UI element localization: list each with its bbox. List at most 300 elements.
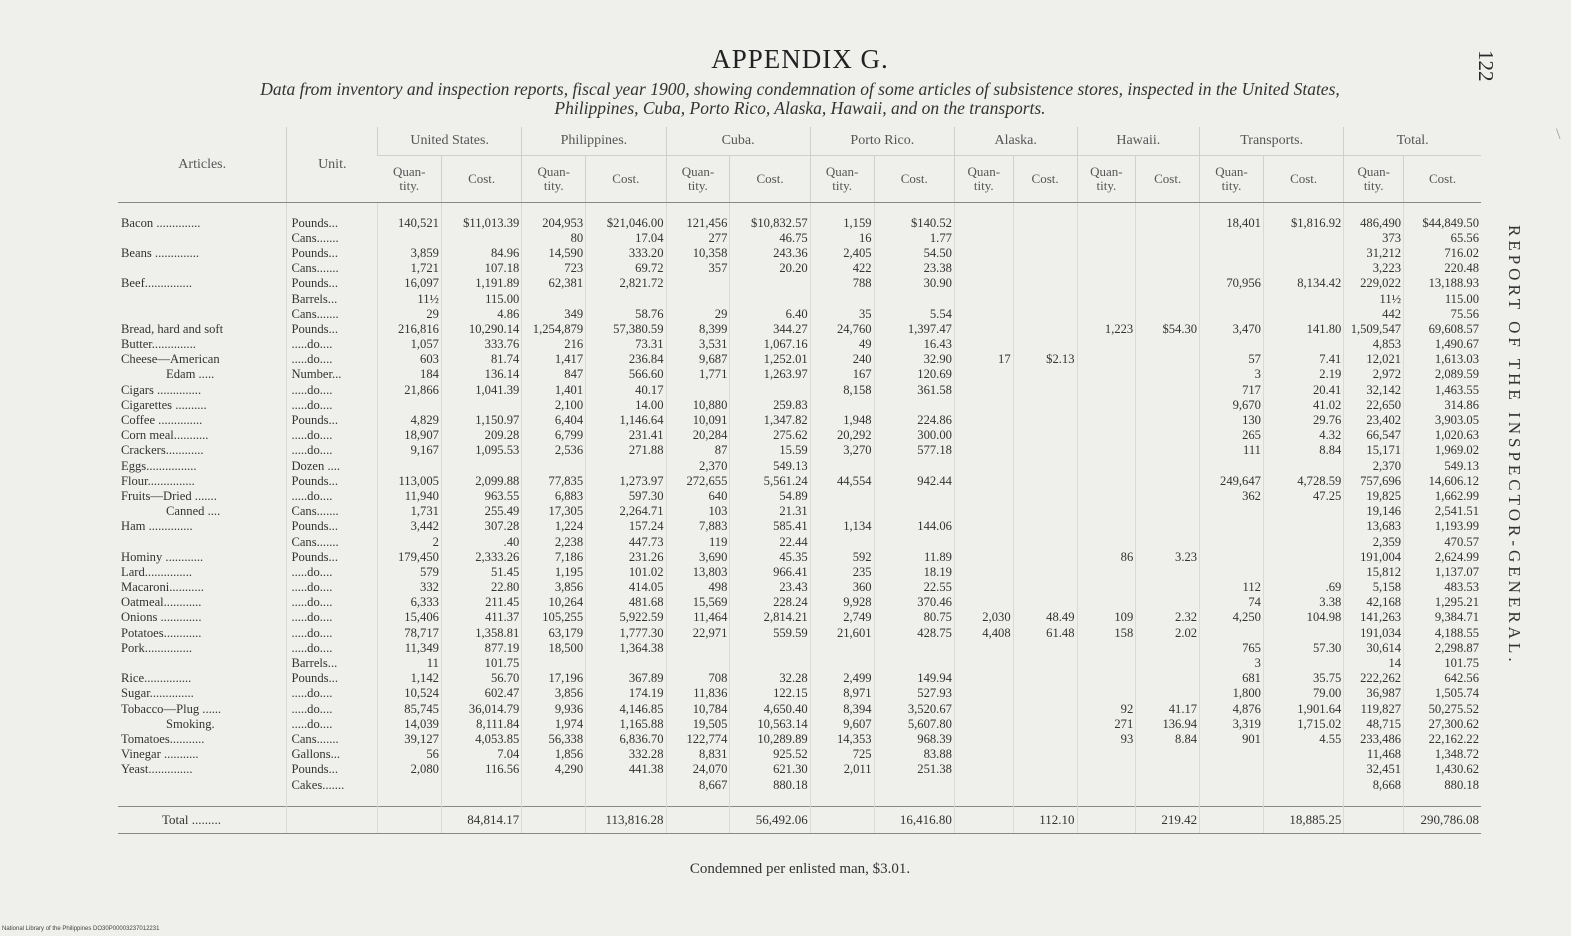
spacer-cell xyxy=(586,792,666,807)
table-caption xyxy=(120,80,1480,118)
quantity-cell: 158 xyxy=(1077,625,1136,640)
header-group: Total. xyxy=(1344,127,1481,156)
cost-cell: 4.86 xyxy=(441,306,521,321)
cost-cell: 8,134.42 xyxy=(1263,276,1343,291)
article-cell: Edam ..... xyxy=(166,367,215,382)
quantity-cell: 2,972 xyxy=(1344,367,1404,382)
cost-cell xyxy=(1136,367,1200,382)
quantity-cell: 18,907 xyxy=(378,428,442,443)
cost-cell: 3.38 xyxy=(1263,595,1343,610)
article-cell xyxy=(118,777,287,792)
quantity-cell: 1,224 xyxy=(522,519,586,534)
quantity-cell: 2,030 xyxy=(954,610,1013,625)
quantity-cell xyxy=(1077,686,1136,701)
cost-cell: 61.48 xyxy=(1013,625,1077,640)
article-cell: Oatmeal............ xyxy=(121,595,202,610)
cost-cell: 1,137.07 xyxy=(1404,564,1481,579)
quantity-cell: 17 xyxy=(954,352,1013,367)
quantity-cell: 93 xyxy=(1077,731,1136,746)
cost-cell xyxy=(1013,580,1077,595)
quantity-cell: 11,464 xyxy=(666,610,730,625)
table-row xyxy=(118,367,1481,382)
cost-cell: 75.56 xyxy=(1404,306,1481,321)
quantity-cell: 13,803 xyxy=(666,564,730,579)
quantity-cell xyxy=(1077,762,1136,777)
cost-cell: 23.38 xyxy=(874,261,954,276)
cost-cell: 104.98 xyxy=(1263,610,1343,625)
quantity-cell: 2,080 xyxy=(378,762,442,777)
table-row xyxy=(118,519,1481,534)
cost-cell: 57.30 xyxy=(1263,640,1343,655)
quantity-cell xyxy=(1200,534,1264,549)
quantity-cell: 11,349 xyxy=(378,640,442,655)
spacer-cell xyxy=(118,792,287,807)
cost-cell: 17.04 xyxy=(586,230,666,245)
header-quantity: Quan- tity. xyxy=(1077,156,1136,203)
quantity-cell: 723 xyxy=(522,261,586,276)
cost-cell xyxy=(730,655,810,670)
article-cell: Yeast.............. xyxy=(121,762,193,777)
quantity-cell: 9,928 xyxy=(810,595,874,610)
quantity-cell: 7,186 xyxy=(522,549,586,564)
cost-cell: 332.28 xyxy=(586,747,666,762)
quantity-cell: 765 xyxy=(1200,640,1264,655)
cost-cell: 1,067.16 xyxy=(730,337,810,352)
quantity-cell: 10,091 xyxy=(666,412,730,427)
unit-cell: Cans....... xyxy=(287,504,378,519)
quantity-cell: 18,401 xyxy=(1200,215,1264,230)
quantity-cell: 19,505 xyxy=(666,716,730,731)
article-cell: Bread, hard and soft xyxy=(121,321,224,336)
cost-cell: 2,099.88 xyxy=(441,473,521,488)
spacer-cell xyxy=(586,203,666,216)
cost-cell: 1,397.47 xyxy=(874,321,954,336)
header-group: Cuba. xyxy=(666,127,810,156)
quantity-cell: 708 xyxy=(666,671,730,686)
table-row xyxy=(118,230,1481,245)
cost-cell xyxy=(1013,291,1077,306)
cost-cell: 877.19 xyxy=(441,640,521,655)
cost-cell xyxy=(1263,261,1343,276)
quantity-cell: 22,971 xyxy=(666,625,730,640)
quantity-cell: 265 xyxy=(1200,428,1264,443)
table-row xyxy=(118,640,1481,655)
quantity-cell: 87 xyxy=(666,443,730,458)
quantity-cell xyxy=(954,701,1013,716)
unit-cell: Pounds... xyxy=(287,412,378,427)
quantity-cell xyxy=(1077,519,1136,534)
caption-line-2: Philippines, Cuba, Porto Rico, Alaska, Hawaii, and on the transports. xyxy=(554,98,1046,118)
article-cell: Macaroni........... xyxy=(121,580,204,595)
cost-cell xyxy=(1136,671,1200,686)
table-row xyxy=(118,321,1481,336)
cost-cell: 966.41 xyxy=(730,564,810,579)
quantity-cell: 92 xyxy=(1077,701,1136,716)
cost-cell xyxy=(1136,412,1200,427)
cost-cell: 80.75 xyxy=(874,610,954,625)
quantity-cell: 681 xyxy=(1200,671,1264,686)
quantity-cell: 2,359 xyxy=(1344,534,1404,549)
quantity-cell: 8,158 xyxy=(810,382,874,397)
total-quantity-cell xyxy=(378,807,442,834)
cost-cell xyxy=(874,504,954,519)
quantity-cell xyxy=(522,291,586,306)
spacer-cell xyxy=(378,792,442,807)
spacer-row xyxy=(118,792,1481,807)
spacer-cell xyxy=(522,203,586,216)
cost-cell: 314.86 xyxy=(1404,397,1481,412)
header-cost: Cost. xyxy=(586,156,666,203)
quantity-cell: 222,262 xyxy=(1344,671,1404,686)
cost-cell: 602.47 xyxy=(441,686,521,701)
quantity-cell: 2,370 xyxy=(666,458,730,473)
cost-cell: 32.28 xyxy=(730,671,810,686)
cost-cell: 46.75 xyxy=(730,230,810,245)
cost-cell: 307.28 xyxy=(441,519,521,534)
cost-cell: $10,832.57 xyxy=(730,215,810,230)
quantity-cell: 167 xyxy=(810,367,874,382)
quantity-cell: 191,004 xyxy=(1344,549,1404,564)
quantity-cell: 229,022 xyxy=(1344,276,1404,291)
cost-cell: 16.43 xyxy=(874,337,954,352)
quantity-cell xyxy=(954,716,1013,731)
cost-cell: 13,188.93 xyxy=(1404,276,1481,291)
table-row xyxy=(118,473,1481,488)
quantity-cell: 4,250 xyxy=(1200,610,1264,625)
cost-cell xyxy=(1136,762,1200,777)
cost-cell: 9,384.71 xyxy=(1404,610,1481,625)
quantity-cell: 62,381 xyxy=(522,276,586,291)
quantity-cell: 9,936 xyxy=(522,701,586,716)
quantity-cell: 1,159 xyxy=(810,215,874,230)
spacer-cell xyxy=(954,792,1013,807)
unit-cell: Pounds... xyxy=(287,762,378,777)
spacer-cell xyxy=(118,203,287,216)
quantity-cell: 3 xyxy=(1200,367,1264,382)
cost-cell: 259.83 xyxy=(730,397,810,412)
unit-cell: .....do.... xyxy=(287,701,378,716)
cost-cell: 56.70 xyxy=(441,671,521,686)
cost-cell: 228.24 xyxy=(730,595,810,610)
cost-cell: 3,903.05 xyxy=(1404,412,1481,427)
quantity-cell: 4,290 xyxy=(522,762,586,777)
unit-cell: Pounds... xyxy=(287,519,378,534)
quantity-cell xyxy=(1077,412,1136,427)
spacer-cell xyxy=(810,792,874,807)
cost-cell: 22,162.22 xyxy=(1404,731,1481,746)
quantity-cell xyxy=(1200,762,1264,777)
cost-cell: 21.31 xyxy=(730,504,810,519)
cost-cell: 1,463.55 xyxy=(1404,382,1481,397)
table-row xyxy=(118,412,1481,427)
table-row xyxy=(118,261,1481,276)
cost-cell: 22.80 xyxy=(441,580,521,595)
quantity-cell xyxy=(810,777,874,792)
quantity-cell: 66,547 xyxy=(1344,428,1404,443)
cost-cell: 6.40 xyxy=(730,306,810,321)
quantity-cell: 18,500 xyxy=(522,640,586,655)
cost-cell: 11.89 xyxy=(874,549,954,564)
article-cell: Cigarettes .......... xyxy=(121,397,207,412)
quantity-cell: 29 xyxy=(378,306,442,321)
table-row xyxy=(118,382,1481,397)
article-cell: Canned .... xyxy=(166,504,221,519)
article-cell: Cheese—American xyxy=(121,352,220,367)
cost-cell: 41.17 xyxy=(1136,701,1200,716)
quantity-cell: 272,655 xyxy=(666,473,730,488)
unit-cell: Pounds... xyxy=(287,276,378,291)
quantity-cell xyxy=(954,337,1013,352)
cost-cell: 963.55 xyxy=(441,488,521,503)
spacer-cell xyxy=(730,792,810,807)
unit-cell: .....do.... xyxy=(287,337,378,352)
quantity-cell: 757,696 xyxy=(1344,473,1404,488)
quantity-cell: 24,070 xyxy=(666,762,730,777)
quantity-cell: 35 xyxy=(810,306,874,321)
article-cell: Crackers............ xyxy=(121,443,204,458)
cost-cell: 84.96 xyxy=(441,245,521,260)
cost-cell xyxy=(1136,655,1200,670)
cost-cell: 275.62 xyxy=(730,428,810,443)
total-cost-cell: 112.10 xyxy=(1013,807,1077,834)
quantity-cell: 5,158 xyxy=(1344,580,1404,595)
quantity-cell xyxy=(954,671,1013,686)
spacer-row xyxy=(118,203,1481,216)
quantity-cell: 31,212 xyxy=(1344,245,1404,260)
quantity-cell xyxy=(1200,261,1264,276)
quantity-cell xyxy=(954,655,1013,670)
quantity-cell xyxy=(954,777,1013,792)
cost-cell xyxy=(586,655,666,670)
cost-cell: 10,290.14 xyxy=(441,321,521,336)
cost-cell xyxy=(874,777,954,792)
cost-cell: 6,836.70 xyxy=(586,731,666,746)
quantity-cell: 11½ xyxy=(378,291,442,306)
article-cell: Fruits—Dried ....... xyxy=(121,488,217,503)
quantity-cell: 3,319 xyxy=(1200,716,1264,731)
header-cost: Cost. xyxy=(1013,156,1077,203)
spacer-cell xyxy=(874,792,954,807)
cost-cell xyxy=(730,291,810,306)
article-cell: Eggs................ xyxy=(121,458,197,473)
cost-cell: 4.32 xyxy=(1263,428,1343,443)
quantity-cell: 235 xyxy=(810,564,874,579)
cost-cell: 18.19 xyxy=(874,564,954,579)
cost-cell: 41.02 xyxy=(1263,397,1343,412)
quantity-cell xyxy=(1077,534,1136,549)
cost-cell xyxy=(1136,595,1200,610)
cost-cell xyxy=(1013,762,1077,777)
quantity-cell: 422 xyxy=(810,261,874,276)
article-cell xyxy=(118,291,287,306)
quantity-cell: 277 xyxy=(666,230,730,245)
quantity-cell xyxy=(1077,504,1136,519)
quantity-cell xyxy=(1077,337,1136,352)
header-articles: Articles. xyxy=(118,127,287,203)
inventory-table-container xyxy=(118,127,1481,834)
cost-cell xyxy=(1136,382,1200,397)
spacer-cell xyxy=(810,203,874,216)
quantity-cell xyxy=(1077,367,1136,382)
cost-cell xyxy=(1013,367,1077,382)
article-cell: Beef............... xyxy=(121,276,192,291)
quantity-cell xyxy=(378,777,442,792)
cost-cell: 1,295.21 xyxy=(1404,595,1481,610)
quantity-cell: 3 xyxy=(1200,655,1264,670)
cost-cell: 29.76 xyxy=(1263,412,1343,427)
quantity-cell: 6,799 xyxy=(522,428,586,443)
quantity-cell xyxy=(954,261,1013,276)
cost-cell: 414.05 xyxy=(586,580,666,595)
cost-cell: 2,089.59 xyxy=(1404,367,1481,382)
table-row xyxy=(118,701,1481,716)
cost-cell: 2,541.51 xyxy=(1404,504,1481,519)
quantity-cell: 2,749 xyxy=(810,610,874,625)
quantity-cell: 486,490 xyxy=(1344,215,1404,230)
cost-cell: 428.75 xyxy=(874,625,954,640)
quantity-cell xyxy=(1200,245,1264,260)
table-row xyxy=(118,655,1481,670)
total-cost-cell: 56,492.06 xyxy=(730,807,810,834)
unit-cell: .....do.... xyxy=(287,428,378,443)
quantity-cell: 1,974 xyxy=(522,716,586,731)
cost-cell xyxy=(1136,458,1200,473)
header-cost: Cost. xyxy=(441,156,521,203)
quantity-cell: 10,264 xyxy=(522,595,586,610)
article-cell xyxy=(118,306,287,321)
quantity-cell: 1,800 xyxy=(1200,686,1264,701)
article-cell: Butter.............. xyxy=(121,337,196,352)
article-cell: Tobacco—Plug ...... xyxy=(121,701,222,716)
quantity-cell xyxy=(810,458,874,473)
quantity-cell xyxy=(810,504,874,519)
cost-cell: 367.89 xyxy=(586,671,666,686)
total-quantity-cell xyxy=(1344,807,1404,834)
cost-cell: 1,020.63 xyxy=(1404,428,1481,443)
cost-cell: 35.75 xyxy=(1263,671,1343,686)
quantity-cell xyxy=(1200,777,1264,792)
quantity-cell: 271 xyxy=(1077,716,1136,731)
spacer-cell xyxy=(954,203,1013,216)
cost-cell xyxy=(1013,458,1077,473)
quantity-cell: 179,450 xyxy=(378,549,442,564)
quantity-cell xyxy=(1200,625,1264,640)
cost-cell xyxy=(1013,716,1077,731)
cost-cell: 1,358.81 xyxy=(441,625,521,640)
article-cell: Flour............... xyxy=(121,473,195,488)
quantity-cell xyxy=(1200,306,1264,321)
quantity-cell: 9,607 xyxy=(810,716,874,731)
cost-cell xyxy=(1136,534,1200,549)
cost-cell: $54.30 xyxy=(1136,321,1200,336)
cost-cell xyxy=(1013,534,1077,549)
cost-cell xyxy=(1136,488,1200,503)
cost-cell xyxy=(1013,397,1077,412)
table-row xyxy=(118,534,1481,549)
quantity-cell: 56 xyxy=(378,747,442,762)
cost-cell: $21,046.00 xyxy=(586,215,666,230)
quantity-cell: 10,524 xyxy=(378,686,442,701)
unit-cell: Pounds... xyxy=(287,321,378,336)
spacer-cell xyxy=(287,203,378,216)
article-cell: Beans .............. xyxy=(121,245,200,260)
cost-cell: 65.56 xyxy=(1404,230,1481,245)
quantity-cell: 1,134 xyxy=(810,519,874,534)
quantity-cell: 77,835 xyxy=(522,473,586,488)
quantity-cell: 121,456 xyxy=(666,215,730,230)
header-quantity: Quan- tity. xyxy=(666,156,730,203)
cost-cell: 5,561.24 xyxy=(730,473,810,488)
quantity-cell: 233,486 xyxy=(1344,731,1404,746)
cost-cell: 585.41 xyxy=(730,519,810,534)
quantity-cell xyxy=(810,397,874,412)
quantity-cell xyxy=(1200,564,1264,579)
cost-cell: 136.14 xyxy=(441,367,521,382)
spacer-cell xyxy=(1404,203,1481,216)
cost-cell: 8,111.84 xyxy=(441,716,521,731)
cost-cell: 251.38 xyxy=(874,762,954,777)
header-group: Porto Rico. xyxy=(810,127,954,156)
spacer-cell xyxy=(287,792,378,807)
cost-cell: 441.38 xyxy=(586,762,666,777)
quantity-cell: 4,876 xyxy=(1200,701,1264,716)
quantity-cell xyxy=(1077,580,1136,595)
quantity-cell: 49 xyxy=(810,337,874,352)
quantity-cell: 85,745 xyxy=(378,701,442,716)
cost-cell: 7.41 xyxy=(1263,352,1343,367)
cost-cell xyxy=(1136,337,1200,352)
quantity-cell: 70,956 xyxy=(1200,276,1264,291)
cost-cell xyxy=(1136,276,1200,291)
cost-cell xyxy=(1013,337,1077,352)
cost-cell: 14.00 xyxy=(586,397,666,412)
quantity-cell xyxy=(954,291,1013,306)
quantity-cell xyxy=(954,504,1013,519)
quantity-cell: 19,825 xyxy=(1344,488,1404,503)
cost-cell xyxy=(1013,519,1077,534)
quantity-cell: 10,358 xyxy=(666,245,730,260)
quantity-cell: 1,057 xyxy=(378,337,442,352)
cost-cell: 47.25 xyxy=(1263,488,1343,503)
cost-cell: 122.15 xyxy=(730,686,810,701)
cost-cell: $140.52 xyxy=(874,215,954,230)
article-cell: Potatoes............ xyxy=(121,625,202,640)
spacer-cell xyxy=(1013,203,1077,216)
cost-cell: 1,364.38 xyxy=(586,640,666,655)
cost-cell xyxy=(1136,443,1200,458)
cost-cell: 4.55 xyxy=(1263,731,1343,746)
quantity-cell xyxy=(954,382,1013,397)
quantity-cell: 3,690 xyxy=(666,549,730,564)
quantity-cell: 17,196 xyxy=(522,671,586,686)
quantity-cell: 1,223 xyxy=(1077,321,1136,336)
quantity-cell: 3,270 xyxy=(810,443,874,458)
cost-cell: $11,013.39 xyxy=(441,215,521,230)
quantity-cell: 14,039 xyxy=(378,716,442,731)
cost-cell xyxy=(1013,640,1077,655)
quantity-cell: 4,408 xyxy=(954,625,1013,640)
cost-cell: 411.37 xyxy=(441,610,521,625)
cost-cell xyxy=(1013,230,1077,245)
cost-cell: 1,041.39 xyxy=(441,382,521,397)
edge-mark: \ xyxy=(1556,126,1561,143)
cost-cell: 1,715.02 xyxy=(1263,716,1343,731)
cost-cell: 361.58 xyxy=(874,382,954,397)
article-cell xyxy=(118,230,287,245)
quantity-cell: 42,168 xyxy=(1344,595,1404,610)
quantity-cell: 240 xyxy=(810,352,874,367)
cost-cell: 69.72 xyxy=(586,261,666,276)
